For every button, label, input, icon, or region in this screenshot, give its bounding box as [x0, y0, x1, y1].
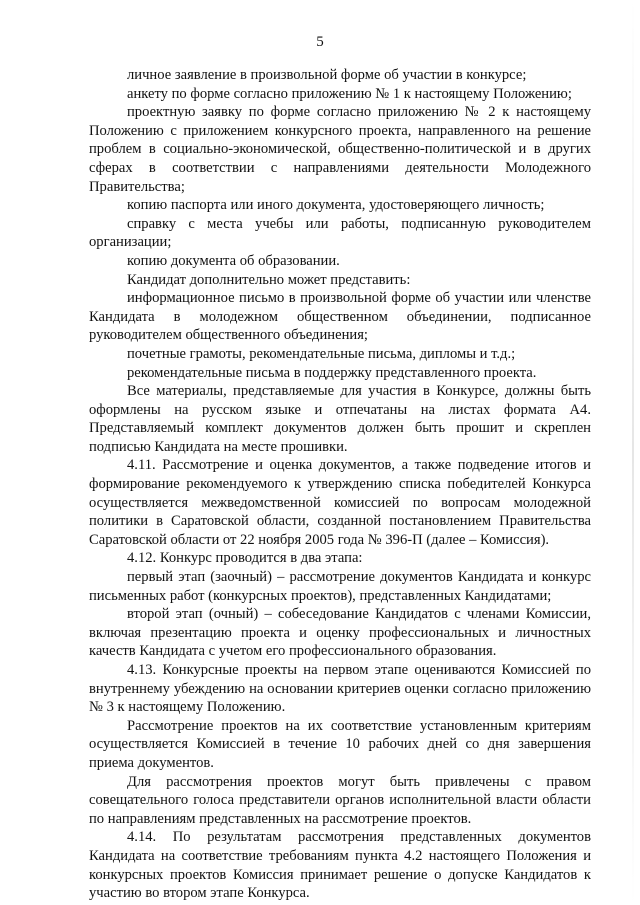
paragraph-first-stage: первый этап (заочный) – рассмотрение документов Кандидата и конкурс письменных работ (конкурсных проектов), представленных Кандидатами;	[89, 569, 591, 604]
paragraph-information-letter: информационное письмо в произвольной форме об участии или членстве Кандидата в молодежном общественном объединении, подписанное руководителем общественного объединения;	[89, 290, 591, 344]
scan-edge-shadow	[632, 0, 634, 905]
paragraph-project-application: проектную заявку по форме согласно приложению № 2 к настоящему Положению с приложением конкурсного проекта, направленного на решение проблем в социально-экономической, общественно-политической и в других сферах в соответствии с направлениями деятельности Молодежного Правительства;	[89, 104, 591, 195]
paragraph-certificates-diplomas: почетные грамоты, рекомендательные письма, дипломы и т.д.;	[127, 345, 516, 362]
paragraph-personal-statement: личное заявление в произвольной форме об участии в конкурсе;	[127, 67, 527, 83]
paragraph-education-copy: копию документа об образовании.	[127, 252, 340, 269]
paragraph-certificate: справку с места учебы или работы, подписанную руководителем организации;	[89, 215, 591, 251]
document-body	[89, 66, 591, 903]
paragraph-recommendation-letters: рекомендательные письма в поддержку представленного проекта.	[127, 364, 537, 381]
page-number: 5	[316, 34, 324, 50]
paragraph-second-stage: второй этап (очный) – собеседование Кандидатов с членами Комиссии, включая презентацию проекта и оценку профессиональных и личностных качеств Кандидата с учетом его профессионального образования.	[89, 606, 591, 660]
paragraph-materials-format: Все материалы, представляемые для участия в Конкурсе, должны быть оформлены на русском языке и отпечатаны на листах формата А4. Представляемый комплект документов должен быть прошит и скреплен подписью Кандидата на месте прошивки.	[89, 383, 591, 455]
paragraph-review-period: Рассмотрение проектов на их соответствие установленным критериям осуществляется Комиссией в течение 10 рабочих дней со дня завершения приема документов.	[89, 717, 591, 771]
paragraph-section-4-13: 4.13. Конкурсные проекты на первом этапе оцениваются Комиссией по внутреннему убеждению на основании критериев оценки согласно приложению № 3 к настоящему Положению.	[89, 662, 591, 716]
paragraph-section-4-12: 4.12. Конкурс проводится в два этапа:	[127, 550, 363, 567]
paragraph-passport-copy: копию паспорта или иного документа, удостоверяющего личность;	[127, 197, 545, 214]
paragraph-advisory-representatives: Для рассмотрения проектов могут быть привлечены с правом совещательного голоса представители органов исполнительной власти области по направлениям представленных на рассмотрение проектов.	[89, 773, 591, 827]
paragraph-additional-documents: Кандидат дополнительно может представить:	[127, 271, 411, 288]
paragraph-section-4-14: 4.14. По результатам рассмотрения представленных документов Кандидата на соответствие требованиям пункта 4.2 настоящего Положения и конкурсных проектов Комиссия принимает решение о допуске Кандидатов к участию во втором этапе Конкурса.	[89, 829, 591, 902]
paragraph-questionnaire: анкету по форме согласно приложению № 1 к настоящему Положению;	[127, 85, 572, 102]
paragraph-section-4-11: 4.11. Рассмотрение и оценка документов, а также подведение итогов и формирование рекомендуемого к утверждению списка победителей Конкурса осуществляется межведомственной комиссией по вопросам молодежной политики в Саратовской области, созданной постановлением Правительства Саратовской области от 22 ноября 2005 года № 396-П (далее – Комиссия).	[89, 457, 591, 548]
